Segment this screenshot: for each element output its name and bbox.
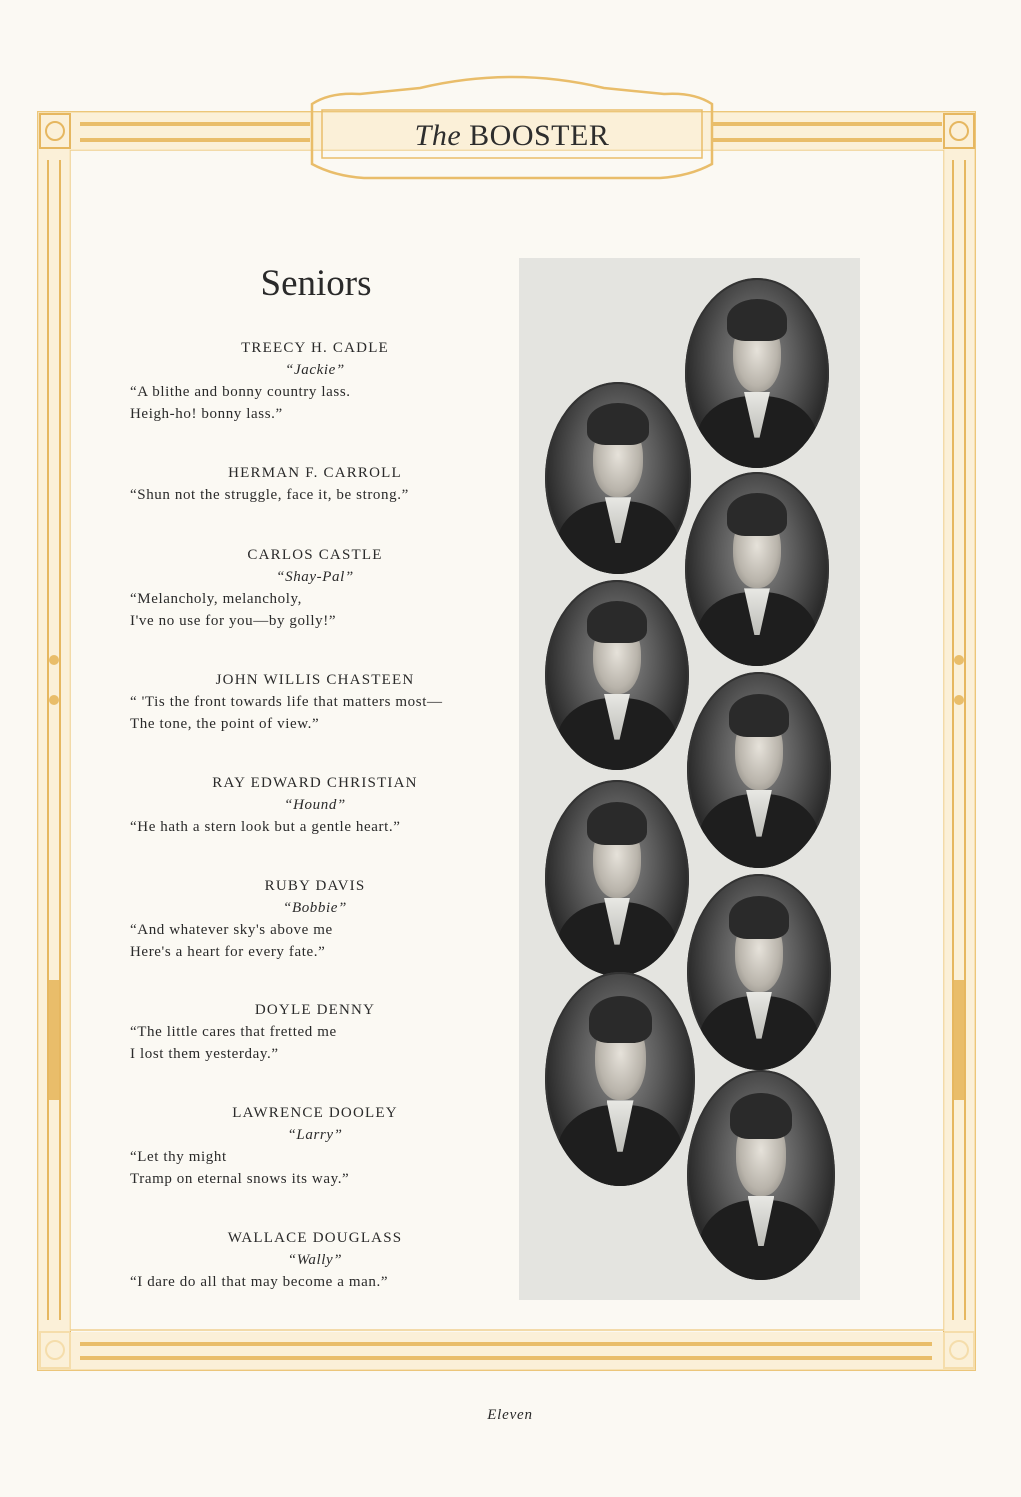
senior-nickname: “Shay-Pal” bbox=[276, 569, 354, 585]
senior-nickname: “Hound” bbox=[284, 797, 346, 813]
senior-entry bbox=[100, 462, 530, 506]
senior-entry bbox=[100, 1102, 530, 1190]
portrait-7 bbox=[687, 874, 831, 1070]
portrait-6 bbox=[545, 780, 689, 976]
senior-nickname: “Larry” bbox=[287, 1127, 343, 1143]
senior-name: LAWRENCE DOOLEY bbox=[232, 1105, 398, 1121]
senior-quote: “Let thy might Tramp on eternal snows its way.” bbox=[130, 1149, 350, 1187]
senior-nickname: “Wally” bbox=[287, 1252, 343, 1268]
portrait-5 bbox=[687, 672, 831, 868]
portrait-9 bbox=[687, 1070, 835, 1280]
senior-nickname: “Bobbie” bbox=[283, 900, 347, 916]
senior-quote: “Shun not the struggle, face it, be strong.” bbox=[130, 487, 409, 503]
senior-name: WALLACE DOUGLASS bbox=[227, 1230, 403, 1246]
senior-entry bbox=[100, 544, 530, 632]
senior-name: JOHN WILLIS CHASTEEN bbox=[215, 672, 415, 688]
section-title: Seniors bbox=[260, 263, 372, 304]
header-title-italic: The bbox=[414, 119, 462, 152]
page-number: Eleven bbox=[487, 1407, 533, 1423]
senior-quote: “And whatever sky's above me Here's a heart for every fate.” bbox=[130, 922, 333, 960]
senior-entry bbox=[100, 875, 530, 963]
senior-name: DOYLE DENNY bbox=[254, 1002, 376, 1018]
senior-entry bbox=[100, 337, 530, 425]
senior-quote: “ 'Tis the front towards life that matters most— The tone, the point of view.” bbox=[130, 694, 443, 732]
senior-entry bbox=[100, 669, 530, 735]
senior-entry bbox=[100, 772, 530, 838]
portrait-4 bbox=[545, 580, 689, 770]
portrait-2 bbox=[545, 382, 691, 574]
senior-quote: “I dare do all that may become a man.” bbox=[130, 1274, 389, 1290]
senior-name: RUBY DAVIS bbox=[264, 878, 366, 894]
portrait-panel bbox=[519, 258, 860, 1300]
page-header-title bbox=[312, 108, 712, 164]
senior-quote: “He hath a stern look but a gentle heart.” bbox=[130, 819, 401, 835]
senior-entry bbox=[100, 1227, 530, 1293]
header-title-main: BOOSTER bbox=[469, 119, 610, 152]
senior-name: CARLOS CASTLE bbox=[247, 547, 383, 563]
senior-quote: “A blithe and bonny country lass. Heigh-ho! bonny lass.” bbox=[130, 384, 351, 422]
portrait-8 bbox=[545, 972, 695, 1186]
senior-name: HERMAN F. CARROLL bbox=[228, 465, 402, 481]
senior-entry bbox=[100, 999, 530, 1065]
senior-nickname: “Jackie” bbox=[285, 362, 345, 378]
portrait-3 bbox=[685, 472, 829, 666]
senior-quote: “The little cares that fretted me I lost them yesterday.” bbox=[130, 1024, 337, 1062]
senior-quote: “Melancholy, melancholy, I've no use for you—by golly!” bbox=[130, 591, 337, 629]
senior-name: TREECY H. CADLE bbox=[241, 340, 389, 356]
portrait-1 bbox=[685, 278, 829, 468]
senior-name: RAY EDWARD CHRISTIAN bbox=[212, 775, 418, 791]
